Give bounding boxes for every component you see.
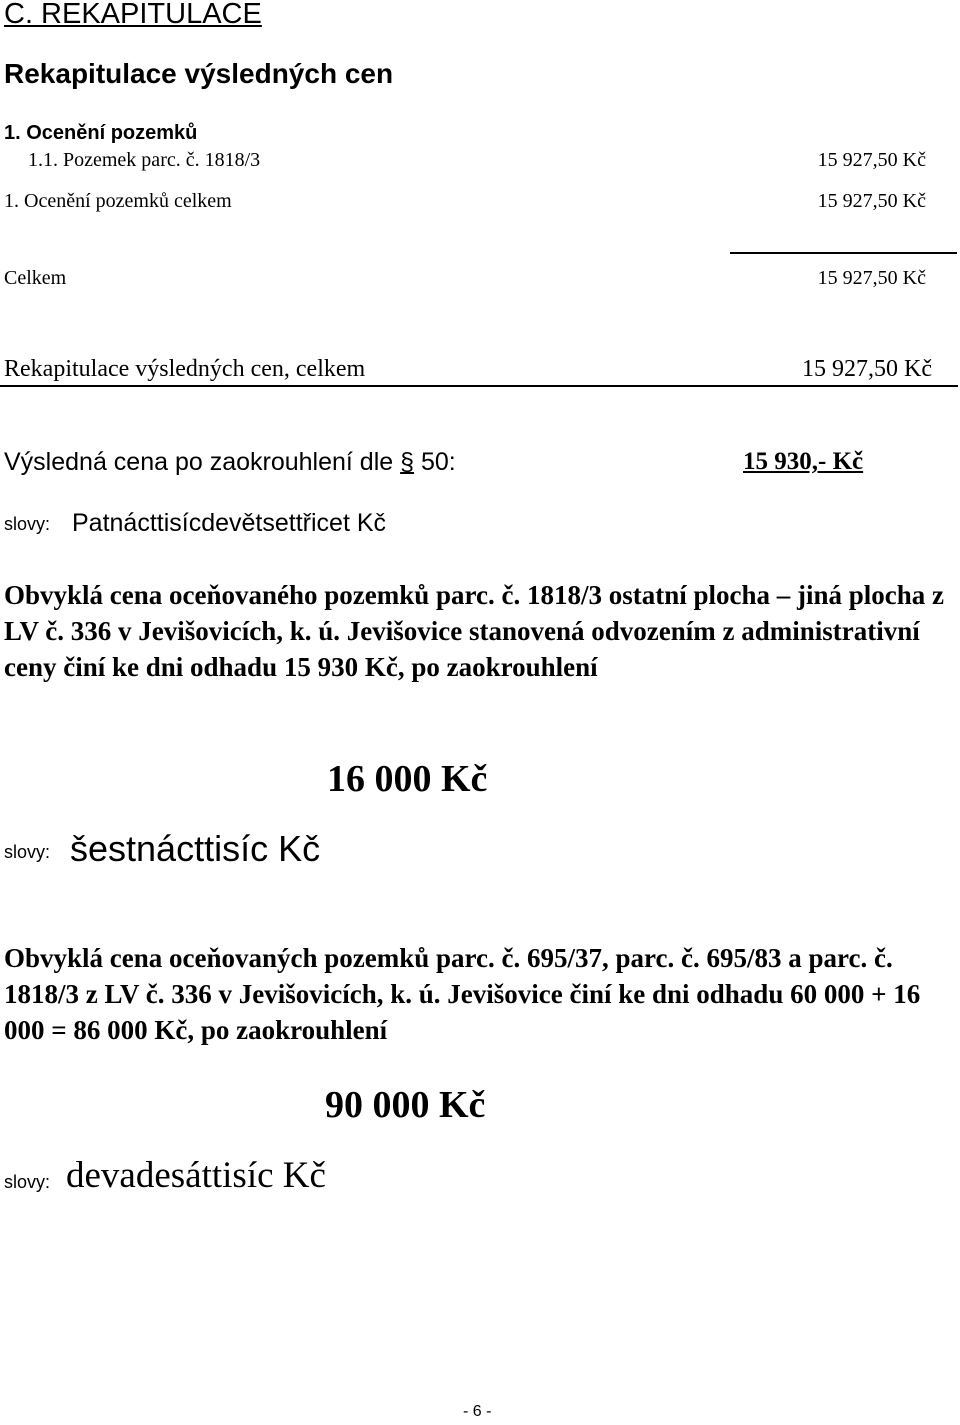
- slovy-amount-words: šestnácttisíc Kč: [70, 828, 321, 869]
- vysledna-label-after: 50:: [414, 448, 456, 476]
- section-symbol: §: [400, 448, 415, 476]
- celkem-value: 15 927,50 Kč: [817, 267, 926, 289]
- rounded-amount: 16 000 Kč: [327, 758, 488, 800]
- celkem-label: Celkem: [4, 267, 67, 289]
- sub-item-label: 1.1. Pozemek parc. č. 1818/3: [28, 149, 261, 171]
- vysledna-label-before: Výsledná cena po zaokrouhlení dle: [4, 448, 401, 476]
- subtitle: Rekapitulace výsledných cen: [4, 58, 394, 89]
- vysledna-cena-value: 15 930,- Kč: [743, 448, 864, 475]
- items-total-label: 1. Ocenění pozemků celkem: [4, 190, 232, 212]
- item-heading: 1. Ocenění pozemků: [4, 122, 198, 144]
- slovy-amount-words: devadesáttisíc Kč: [66, 1155, 326, 1196]
- rekap-celkem-value: 15 927,50 Kč: [802, 356, 932, 382]
- sub-item-value: 15 927,50 Kč: [817, 149, 926, 171]
- vysledna-cena-label: [4, 448, 456, 477]
- sum-rule: [730, 252, 957, 254]
- slovy-label: slovy:: [4, 1172, 51, 1192]
- paragraph-obvykla-cena: Obvyklá cena oceňovaného pozemků parc. č. 1818/3 ostatní plocha – jiná plocha z LV č. 336 v Jevišovicích, k. ú. Jevišovice stanovená odvozením z administrativní ceny činí ke dni odhadu 15 930 Kč, po zaokrouhlení: [4, 580, 945, 682]
- slovy-amount-words: Patnácttisícdevětsettřicet Kč: [72, 509, 387, 537]
- slovy-label: slovy:: [4, 842, 51, 862]
- total-rule: [0, 385, 958, 387]
- rounded-amount-total: 90 000 Kč: [325, 1084, 486, 1126]
- slovy-label: slovy:: [4, 514, 51, 534]
- rekap-celkem-label: Rekapitulace výsledných cen, celkem: [4, 356, 366, 382]
- paragraph-obvykla-cena-total: Obvyklá cena oceňovaných pozemků parc. č. 695/37, parc. č. 695/83 a parc. č. 1818/3 z LV č. 336 v Jevišovicích, k. ú. Jevišovice činí ke dni odhadu 60 000 + 16 000 = 86 000 Kč, po zaokrouhlení: [4, 943, 921, 1045]
- page-number: - 6 -: [463, 1403, 492, 1420]
- section-title: C. REKAPITULACE: [4, 0, 262, 30]
- items-total-value: 15 927,50 Kč: [817, 190, 926, 212]
